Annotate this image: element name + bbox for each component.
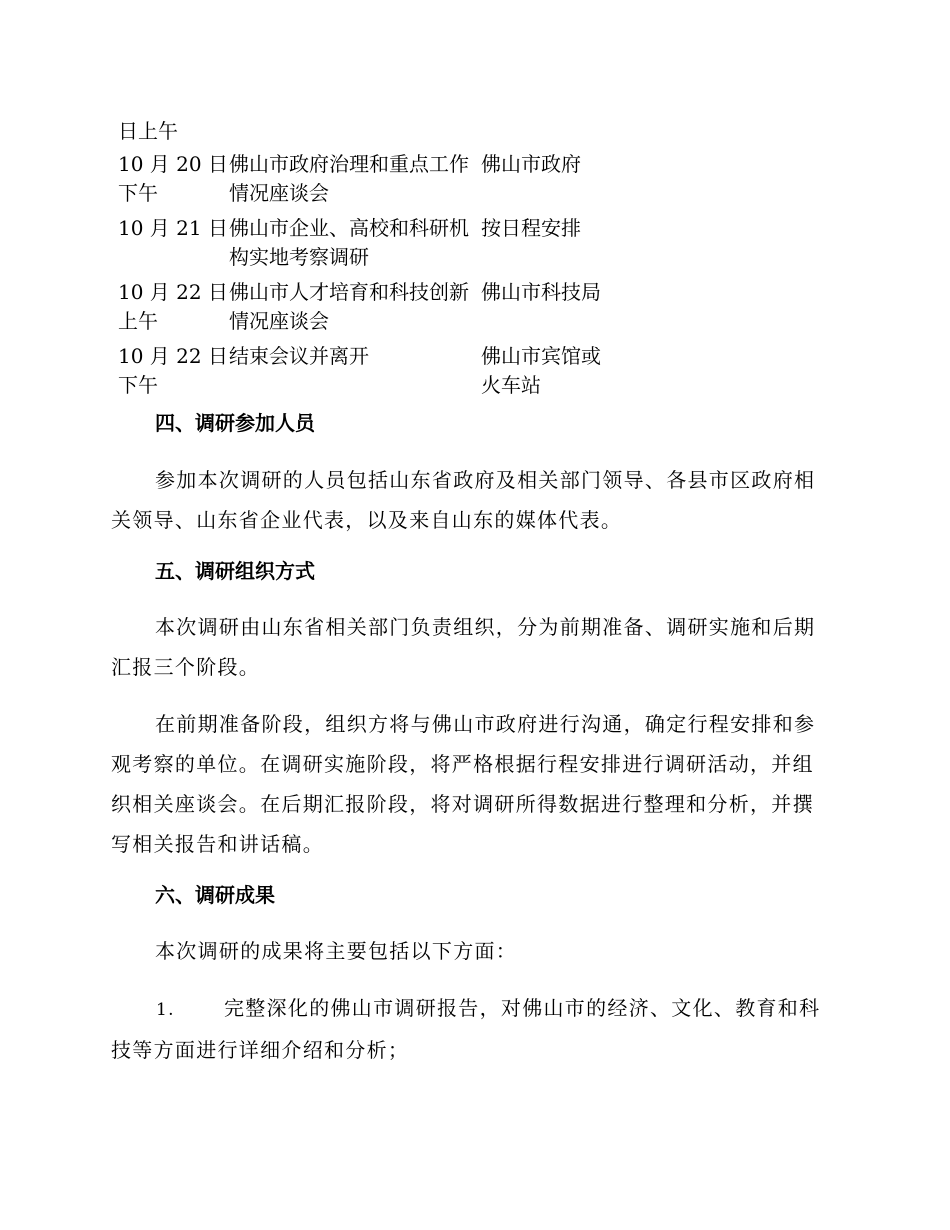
schedule-time: 10 月 22 日上午 (118, 280, 228, 333)
schedule-time: 10 月 21 日 (118, 216, 228, 240)
schedule-event: 佛山市企业、高校和科研机构实地考察调研 (229, 216, 469, 269)
schedule-place: 佛山市宾馆或火车站 (481, 344, 601, 397)
table-row (118, 117, 618, 146)
section-heading: 四、调研参加人员 (155, 411, 315, 435)
paragraph: 本次调研由山东省相关部门负责组织，分为前期准备、调研实施和后期汇报三个阶段。 (111, 615, 816, 679)
paragraph: 参加本次调研的人员包括山东省政府及相关部门领导、各县市区政府相关领导、山东省企业代表，以及来自山东的媒体代表。 (111, 468, 816, 532)
list-number: 1. (156, 1000, 175, 1020)
schedule-time: 10 月 22 日下午 (118, 344, 228, 397)
paragraph: 在前期准备阶段，组织方将与佛山市政府进行沟通，确定行程安排和参观考察的单位。在调研实施阶段，将严格根据行程安排进行调研活动，并组织相关座谈会。在后期汇报阶段，将对调研所得数据进行整理和分析，并撰写相关报告和讲话稿。 (111, 712, 816, 856)
table-row (118, 278, 618, 336)
list-item-text: 完整深化的佛山市调研报告，对佛山市的经济、文化、教育和科技等方面进行详细介绍和分析； (111, 996, 821, 1062)
paragraph: 本次调研的成果将主要包括以下方面： (155, 939, 518, 963)
table-row (118, 342, 618, 400)
schedule-place: 佛山市科技局 (481, 280, 601, 304)
section-heading: 五、调研组织方式 (155, 559, 315, 583)
schedule-place: 佛山市政府 (481, 152, 581, 176)
schedule-event: 结束会议并离开 (229, 344, 369, 368)
schedule-table (118, 117, 618, 406)
schedule-time: 日上午 (118, 119, 178, 143)
list-item (111, 988, 833, 1070)
schedule-event: 佛山市人才培育和科技创新情况座谈会 (229, 280, 469, 333)
table-row (118, 150, 618, 208)
document-body (111, 405, 833, 1070)
schedule-place: 按日程安排 (481, 216, 581, 240)
schedule-event: 佛山市政府治理和重点工作情况座谈会 (229, 152, 469, 205)
schedule-time: 10 月 20 日下午 (118, 152, 228, 205)
table-row (118, 214, 618, 272)
section-heading: 六、调研成果 (155, 883, 275, 907)
